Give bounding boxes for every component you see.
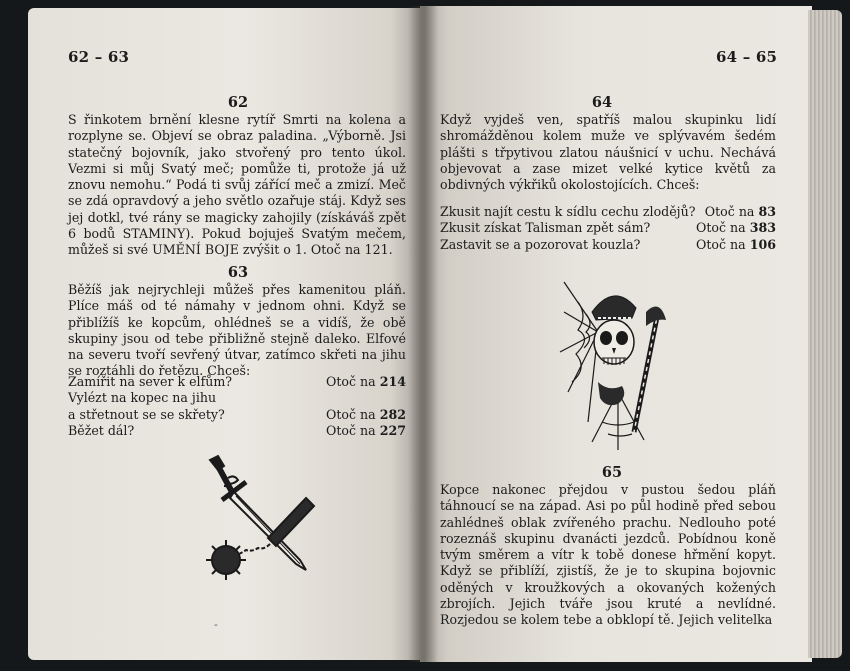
section-62-text: S řinkotem brnění klesne rytíř Smrti na kolena a rozplyne se. Objeví se obraz paladina. „Výborně. Jsi statečný bojovník, jako stvořený pro tento úkol. Vezmi si můj Svatý meč; pomůže ti, protože já už znovu nemohu.“ Podá ti svůj zářící meč a zmizí. Meč se zdá opravdový a jeho světlo ozařuje stáj. Když ses jej dotkl, tvé rány se magicky zahojily (získáváš zpět 6 bodů STAMINY). Pokud bojuješ Svatým mečem, můžeš si své UMĚNÍ BOJE zvýšit o 1. Otoč na 121. — [68, 112, 406, 258]
section-number-63: 63 — [227, 264, 249, 281]
book-spine — [408, 6, 438, 662]
section-number-64: 64 — [591, 94, 613, 111]
choice-goto: Otoč na 214 — [326, 374, 406, 389]
choice-row[interactable] — [440, 204, 776, 220]
section-63-text: Běžíš jak nejrychleji můžeš přes kamenitou pláň. Plíce máš od té námahy v jednom ohni. Když se přiblížíš ke kopcům, ohlédneš se a vidíš, že obě skupiny jsou od tebe přibližně stejně daleko. Elfové na severu tvoří sevřený útvar, zatímco skřeti na jihu se roztáhli do řetězu. Chceš: — [68, 282, 406, 379]
choice-text: Vylézt na kopec na jihu a střetnout se se skřety? — [68, 390, 225, 422]
section-number-65: 65 — [601, 464, 623, 481]
choice-text: Zkusit získat Talisman zpět sám? — [440, 220, 651, 236]
page-edges — [808, 10, 842, 658]
crossed-sword-and-flail-icon — [188, 448, 328, 588]
choice-row[interactable] — [440, 237, 776, 253]
section-number-62: 62 — [227, 94, 249, 111]
choice-goto: Otoč na 227 — [326, 422, 406, 438]
right-page-header: 64 – 65 — [716, 48, 778, 66]
choice-text: Zastavit se a pozorovat kouzla? — [440, 236, 641, 252]
choice-text: Zkusit najít cestu k sídlu cechu zlodějů? — [440, 204, 696, 219]
choice-row[interactable] — [68, 390, 406, 423]
section-64-text: Když vyjdeš ven, spatříš malou skupinku lidí shromážděnou kolem muže ve splývavém šedém plášti s třpytivou zlatou náušnicí v uchu. Nechává objevovat a zase mizet velké kytice květů za obdivných výkřiků okolostojících. Chceš: — [440, 112, 776, 193]
section-63-choices — [68, 374, 406, 439]
footer-mark: - — [214, 618, 218, 631]
choice-text: Běžet dál? — [68, 422, 135, 438]
choice-row[interactable] — [68, 374, 406, 390]
left-page — [28, 8, 422, 660]
choice-goto: Otoč na 83 — [704, 204, 776, 219]
choice-goto: Otoč na 383 — [696, 220, 776, 236]
right-page — [420, 6, 812, 662]
left-page-header: 62 – 63 — [68, 48, 130, 66]
choice-row[interactable] — [440, 220, 776, 236]
choice-goto: Otoč na 106 — [696, 236, 776, 252]
choice-goto: Otoč na 282 — [326, 406, 406, 422]
choice-text: Zamířit na sever k elfům? — [68, 374, 233, 389]
section-65-text: Kopce nakonec přejdou v pustou šedou pláň táhnoucí se na západ. Asi po půl hodině před sebou zahlédneš oblak zvířeného prachu. Nedlouho poté rozeznáš skupinu dvanácti jezdců. Pobídnou koně tvým směrem a vítr k tobě donese hřmění kopyt. Když se přiblíží, zjistíš, že je to skupina bojovnic oděných v kroužkových a okovaných kožených zbrojích. Jejich tváře jsou kruté a nevlídné. Rozjedou se kolem tebe a obklopí tě. Jejich velitelka — [440, 482, 776, 628]
section-64-choices — [440, 204, 776, 253]
skull-warrior-in-cobweb-icon — [558, 272, 668, 452]
choice-row[interactable] — [68, 423, 406, 439]
